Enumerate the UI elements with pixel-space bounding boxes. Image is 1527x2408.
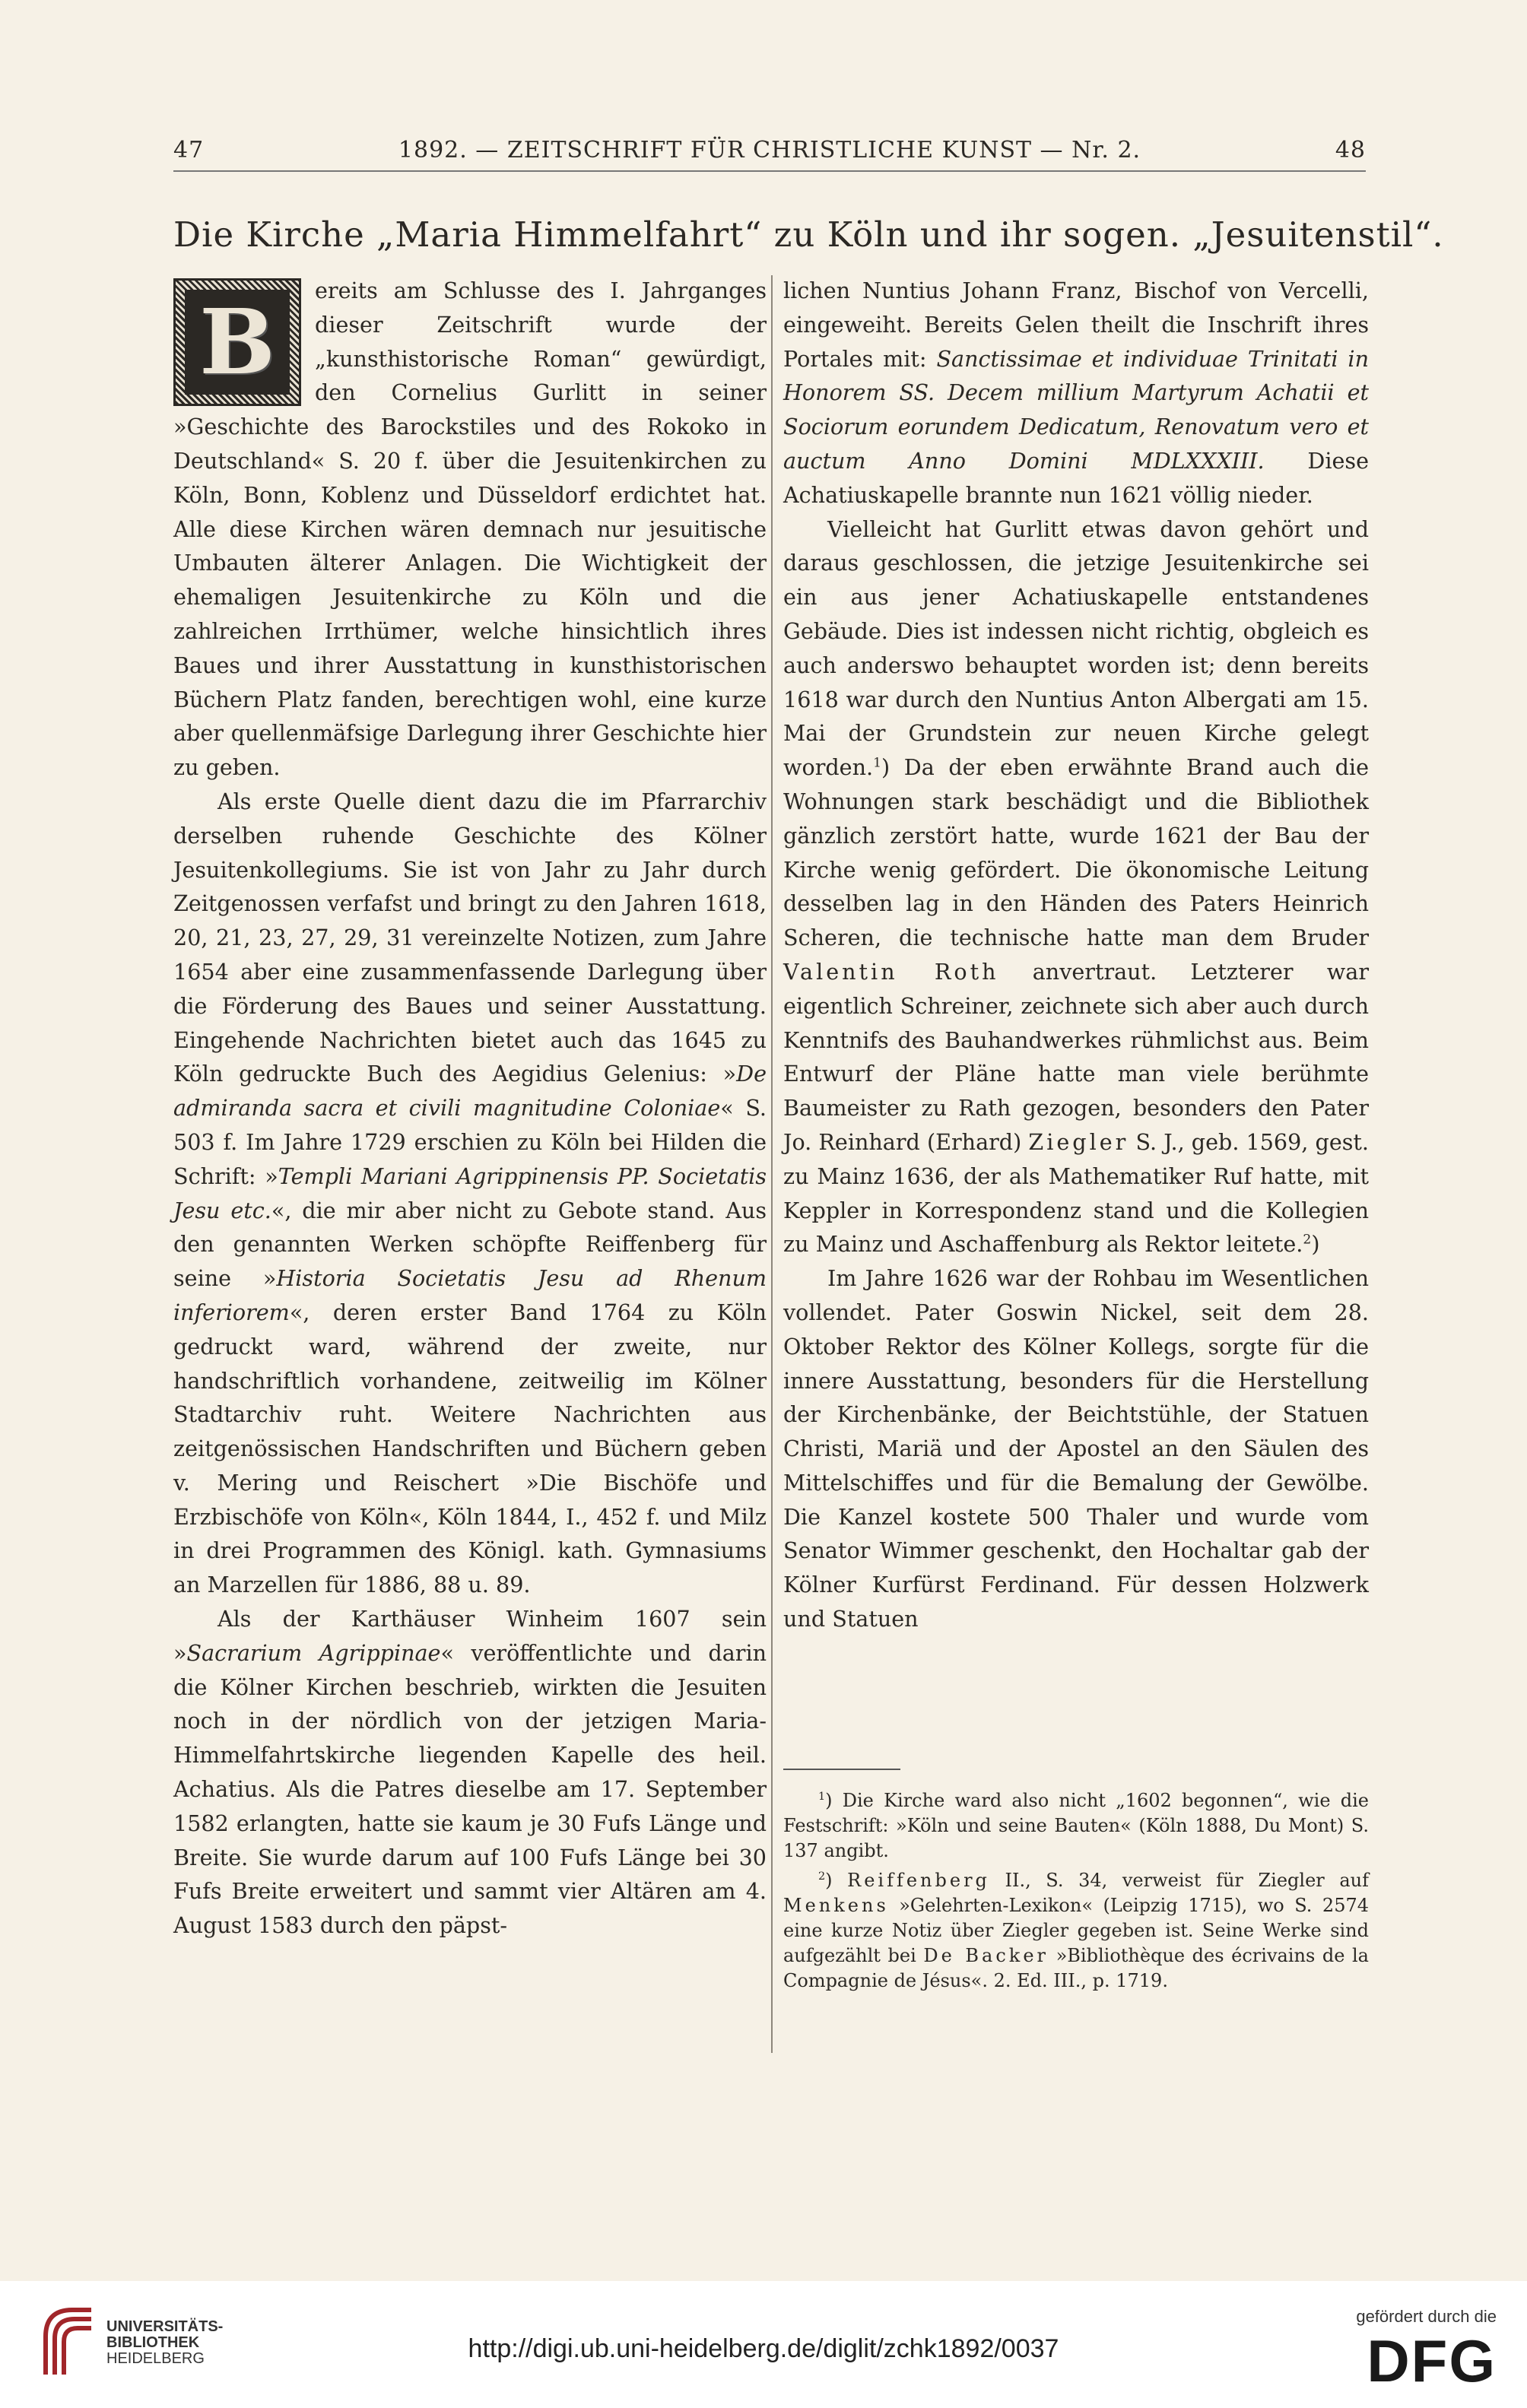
right-column <box>783 274 1369 1636</box>
paragraph: Im Jahre 1626 war der Rohbau im Wesentlichen vollendet. Pater Goswin Nickel, seit dem 28. Oktober Rektor des Kölner Kollegs, sorgte für die innere Ausstattung, besonders für die Herstellung der Kirchenbänke, der Beichtstühle, der Statuen Christi, Mariä und der Apostel an den Säulen des Mittelschiffes und für die Bemalung der Gewölbe. Die Kanzel kostete 500 Thaler und wurde vom Senator Wimmer geschenkt, den Hochaltar gab der Kölner Kurfürst Ferdinand. Für dessen Holzwerk und Statuen <box>783 1265 1369 1632</box>
article-title: Die Kirche „Maria Himmelfahrt“ zu Köln und ihr sogen. „Jesuitenstil“. <box>173 214 1444 255</box>
page-number-right: 48 <box>1335 137 1366 163</box>
footnotes <box>783 1788 1369 1998</box>
funding-caption: gefördert durch die <box>1356 2307 1497 2326</box>
drop-cap-initial <box>173 278 301 406</box>
paragraph: ereits am Schlusse des I. Jahrganges dieser Zeitschrift wurde der „kunsthistorische Roman“ gewürdigt, den Cornelius Gurlitt in seiner »Geschichte des Barockstiles und des Rokoko in Deutschland« S. 20 f. über die Jesuitenkirchen zu Köln, Bonn, Koblenz und Düsseldorf erdichtet hat. Alle diese Kirchen wären demnach nur jesuitische Umbauten älterer Anlagen. Die Wichtigkeit der ehemaligen Jesuitenkirche zu Köln und die zahlreichen Irrthümer, welche hinsichtlich ihres Baues und ihrer Ausstattung in kunsthistorischen Büchern Platz fanden, berechtigen wohl, eine kurze aber quellenmäfsige Darlegung ihrer Geschichte hier zu geben. <box>173 278 767 781</box>
left-column <box>173 274 767 1943</box>
footnote-2: $^2$) Reiffenberg II., S. 34, verweist für Ziegler auf Menkens »Gelehrten-Lexikon« (Leipzig 1715), wo S. 2574 eine kurze Notiz über Ziegler gegeben ist. Seine Werke sind aufgezählt bei De Backer »Bibliothèque des écrivains de la Compagnie de Jésus«. 2. Ed. III., p. 1719. <box>783 1870 1369 1991</box>
paragraph: Vielleicht hat Gurlitt etwas davon gehört und daraus geschlossen, die jetzige Jesuitenkirche sei ein aus jener Achatiuskapelle entstandenes Gebäude. Dies ist indessen nicht richtig, obgleich es auch anderswo behauptet worden ist; denn bereits 1618 war durch den Nuntius Anton Albergati am 15. Mai der Grundstein zur neuen Kirche gelegt worden.$^1$) Da der eben erwähnte Brand auch die Wohnungen stark beschädigt und die Bibliothek gänzlich zerstört hatte, wurde 1621 der Bau der Kirche wenig gefördert. Die ökonomische Leitung desselben lag in den Händen des Paters Heinrich Scheren, die technische hatte man dem Bruder Valentin Roth anvertraut. Letzterer war eigentlich Schreiner, zeichnete sich aber auch durch Kenntnifs des Bauhandwerkes rühmlichst aus. Beim Entwurf der Pläne hatte man viele berühmte Baumeister zu Rath gezogen, besonders den Pater Jo. Reinhard (Erhard) Ziegler S. J., geb. 1569, gest. zu Mainz 1636, der als Mathematiker Ruf hatte, mit Keppler in Korrespondenz stand und die Kollegien zu Mainz und Aschaffenburg als Rektor leitete.$^2$) <box>783 516 1369 1258</box>
footnote-ref: 1 <box>873 755 882 771</box>
paragraph: Als der Karthäuser Winheim 1607 sein »Sacrarium Agrippinae« veröffentlichte und darin die Kölner Kirchen beschrieb, wirkten die Jesuiten noch in der nördlich von der jetzigen Maria-Himmelfahrtskirche liegenden Kapelle des heil. Achatius. Als die Patres dieselbe am 17. September 1582 erlangten, hatte sie kaum je 30 Fufs Länge und Breite. Sie wurde darum auf 100 Fufs Länge bei 30 Fufs Breite erweitert und sammt vier Altären am 4. August 1583 durch den päpst- <box>173 1606 767 1939</box>
paragraph: lichen Nuntius Johann Franz, Bischof von Vercelli, eingeweiht. Bereits Gelen theilt die Inschrift ihres Portales mit: Sanctissimae et individuae Trinitati in Honorem SS. Decem millium Martyrum Achatii et Sociorum eorundem Dedicatum, Renovatum vero et auctum Anno Domini MDLXXXIII. Diese Achatiuskapelle brannte nun 1621 völlig nieder. <box>783 278 1369 508</box>
paragraph: Als erste Quelle dient dazu die im Pfarrarchiv derselben ruhende Geschichte des Kölner Jesuitenkollegiums. Sie ist von Jahr zu Jahr durch Zeitgenossen verfafst und bringt zu den Jahren 1618, 20, 21, 23, 27, 29, 31 vereinzelte Notizen, zum Jahre 1654 aber eine zusammenfassende Darlegung über die Förderung des Baues und seiner Ausstattung. Eingehende Nachrichten bietet auch das 1645 zu Köln gedruckte Buch des Aegidius Gelenius: »De admiranda sacra et civili magnitudine Coloniae« S. 503 f. Im Jahre 1729 erschien zu Köln bei Hilden die Schrift: »Templi Mariani Agrippinensis PP. Societatis Jesu etc.«, die mir aber nicht zu Gebote stand. Aus den genannten Werken schöpfte Reiffenberg für seine »Historia Societatis Jesu ad Rhenum inferiorem«, deren erster Band 1764 zu Köln gedruckt ward, während der zweite, nur handschriftlich vorhandene, zeitweilig im Kölner Stadtarchiv ruht. Weitere Nachrichten aus zeitgenössischen Handschriften und Büchern geben v. Mering und Reischert »Die Bischöfe und Erzbischöfe von Köln«, Köln 1844, I., 452 f. und Milz in drei Programmen des Königl. kath. Gymnasiums an Marzellen für 1886, 88 u. 89. <box>173 788 767 1598</box>
journal-header: 1892. — ZEITSCHRIFT FÜR CHRISTLICHE KUNST — Nr. 2. <box>398 137 1141 163</box>
viewer-footer <box>0 2281 1527 2408</box>
footnote-1: $^1$) Die Kirche ward also nicht „1602 begonnen“, wie die Festschrift: »Köln und seine Bauten« (Köln 1888, Du Mont) S. 137 angibt. <box>783 1790 1369 1861</box>
page-number-left: 47 <box>173 137 205 163</box>
footnote-rule <box>783 1769 900 1770</box>
column-divider <box>771 275 773 2053</box>
dfg-logo: DFG <box>1367 2327 1497 2394</box>
running-head <box>173 134 1366 172</box>
library-name: UNIVERSITÄTS- BIBLIOTHEK HEIDELBERG <box>106 2318 224 2367</box>
permalink-url[interactable]: http://digi.ub.uni-heidelberg.de/diglit/zchk1892/0037 <box>468 2334 1059 2363</box>
footnote-ref: 2 <box>1303 1232 1312 1248</box>
drop-cap-letter: B <box>199 289 275 395</box>
